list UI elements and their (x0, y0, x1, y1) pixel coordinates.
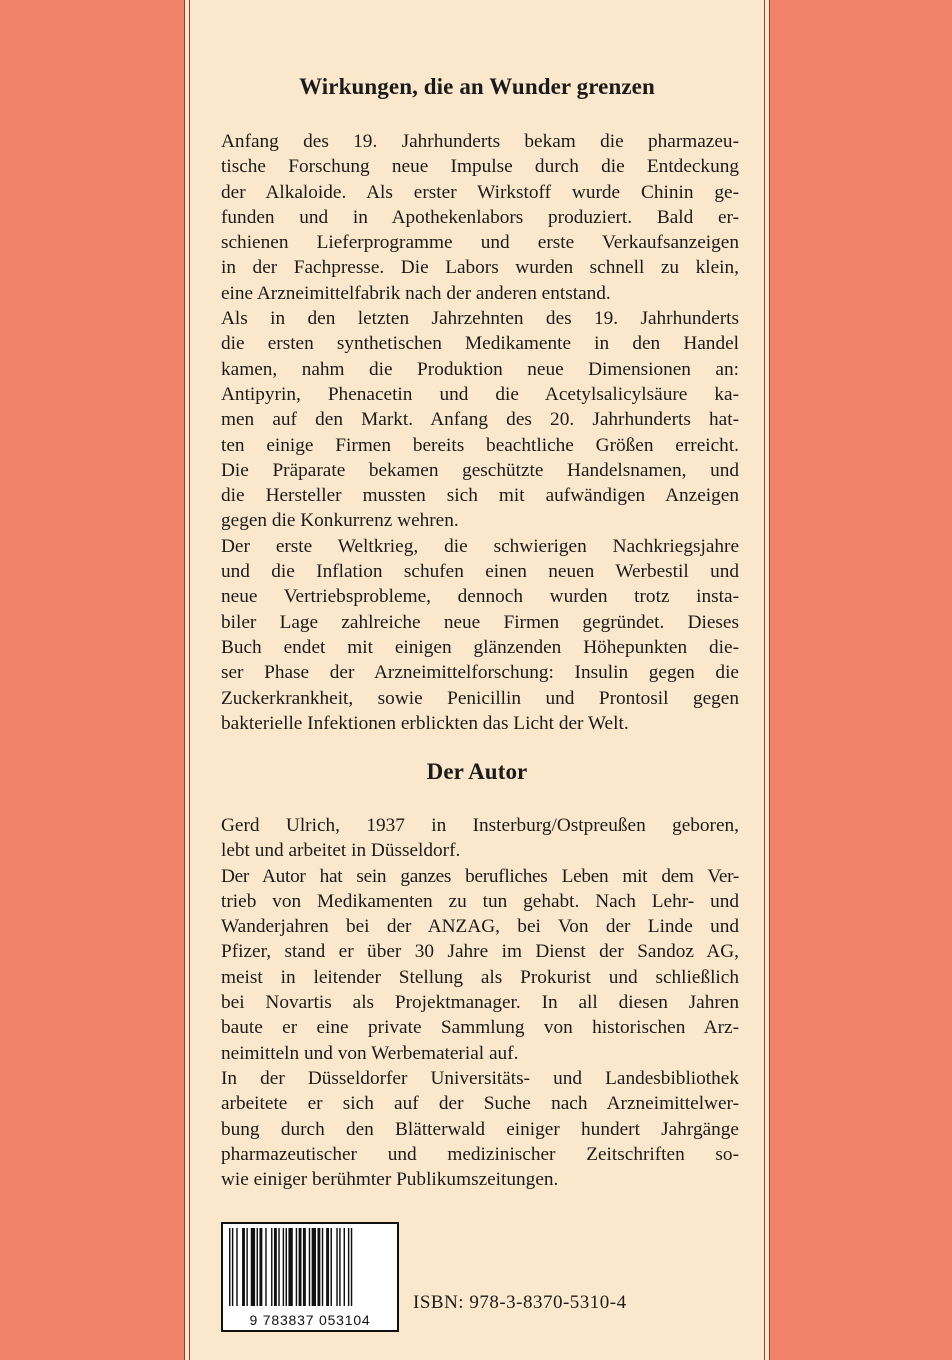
barcode-bar (317, 1228, 320, 1306)
text-line: pharmazeutischer und medizinischer Zeitschriften so- (221, 1143, 739, 1165)
text-line: neue Vertriebsprobleme, dennoch wurden trotz insta- (221, 586, 739, 608)
barcode-bar (236, 1228, 237, 1306)
text-line: wie einiger berühmter Publikumszeitungen. (221, 1169, 559, 1191)
text-line: Als in den letzten Jahrzehnten des 19. Jahrhunderts (221, 308, 739, 330)
text-line: ser Phase der Arzneimittelforschung: Insulin gegen die (221, 662, 739, 684)
text-line: die Hersteller mussten sich mit aufwändigen Anzeigen (221, 485, 739, 507)
text-line: Pfizer, stand er über 30 Jahre im Dienst der Sandoz AG, (221, 941, 739, 963)
author-paragraph (221, 813, 739, 1192)
text-line: meist in leitender Stellung als Prokurist und schließlich (221, 966, 739, 988)
text-line: eine Arzneimittelfabrik nach der anderen entstand. (221, 282, 611, 304)
barcode-bar (326, 1228, 329, 1306)
section-title-autor: Der Autor (426, 759, 528, 784)
section-title-wirkungen: Wirkungen, die an Wunder grenzen (299, 74, 655, 99)
text-line: die ersten synthetischen Medikamente in den Handel (221, 333, 739, 355)
barcode-bar (288, 1228, 292, 1306)
barcode-bar (322, 1228, 323, 1306)
barcode-bar (251, 1228, 255, 1306)
text-line: Gerd Ulrich, 1937 in Insterburg/Ostpreußen geboren, (221, 815, 739, 836)
text-line: Die Präparate bekamen geschützte Handelsnamen, und (221, 459, 739, 481)
barcode-bar (229, 1228, 230, 1306)
barcode-bar (351, 1228, 352, 1306)
back-cover-panel (184, 0, 770, 1360)
text-line: In der Düsseldorfer Universitäts- und Landesbibliothek (221, 1067, 739, 1089)
text-line: trieb von Medikamenten zu tun gehabt. Nach Lehr- und (221, 890, 739, 912)
text-line: Antipyrin, Phenacetin und die Acetylsalicylsäure ka- (221, 383, 739, 405)
barcode-bars (227, 1228, 393, 1306)
barcode-bar (271, 1228, 272, 1306)
barcode-bar (242, 1228, 245, 1306)
text-line: funden und in Apothekenlabors produziert. Bald er- (221, 206, 739, 228)
text-line: Der erste Weltkrieg, die schwierigen Nachkriegsjahre (221, 535, 739, 557)
text-line: Der Autor hat sein ganzes berufliches Leben mit dem Ver- (221, 865, 739, 887)
barcode-bar (246, 1228, 247, 1306)
barcode-bar (299, 1228, 302, 1306)
text-line: tische Forschung neue Impulse durch die Entdeckung (221, 156, 739, 178)
text-line: men auf den Markt. Anfang des 20. Jahrhunderts hat- (221, 409, 739, 431)
text-line: und die Inflation schufen einen neuen Werbestil und (221, 561, 739, 583)
text-line: der Alkaloide. Als erster Wirkstoff wurde Chinin ge- (221, 181, 739, 203)
text-line: ten einige Firmen bereits beachtliche Größen erreicht. (221, 434, 739, 456)
barcode-bar (336, 1228, 337, 1306)
text-line: gegen die Konkurrenz wehren. (221, 510, 459, 532)
barcode-bar (348, 1228, 349, 1306)
text-line: Anfang des 19. Jahrhunderts bekam die pharmazeu- (221, 131, 739, 152)
barcode-bar (265, 1228, 266, 1306)
text-line: neimitteln und von Werbematerial auf. (221, 1042, 519, 1064)
barcode-bar (286, 1228, 287, 1306)
text-line: arbeitete er sich auf der Suche nach Arzneimittelwer- (221, 1093, 739, 1115)
barcode-bar (312, 1228, 316, 1306)
barcode-bar (331, 1228, 332, 1306)
text-line: Wanderjahren bei der ANZAG, bei Von der Linde und (221, 916, 739, 938)
barcode-bar (339, 1228, 340, 1306)
text-line: biler Lage zahlreiche neue Firmen gegründet. Dieses (221, 611, 739, 633)
barcode-bar (344, 1228, 345, 1306)
text-line: Buch endet mit einigen glänzenden Höhepunkten die- (221, 636, 739, 658)
barcode-bar (274, 1228, 277, 1306)
barcode-bar (232, 1228, 233, 1306)
barcode-bar (309, 1228, 310, 1306)
barcode-bar (303, 1228, 306, 1306)
text-line: bung durch den Blätterwald einiger hundert Jahrgänge (221, 1118, 739, 1140)
isbn-number: ISBN: 978-3-8370-5310-4 (413, 1292, 627, 1313)
text-line: in der Fachpresse. Die Labors wurden schnell zu klein, (221, 257, 739, 279)
barcode-bar (283, 1228, 284, 1306)
barcode-bar (259, 1228, 262, 1306)
barcode-bar (257, 1228, 258, 1306)
barcode-bar (296, 1228, 297, 1306)
text-line: lebt und arbeitet in Düsseldorf. (221, 840, 461, 862)
text-line: bakterielle Infektionen erblickten das Licht der Welt. (221, 712, 629, 734)
barcode-digits: 9 783837 053104 (249, 1312, 371, 1328)
barcode-bar (278, 1228, 279, 1306)
text-line: kamen, nahm die Produktion neue Dimensionen an: (221, 358, 739, 380)
text-line: schienen Lieferprogramme und erste Verkaufsanzeigen (221, 232, 739, 254)
text-line: baute er eine private Sammlung von historischen Arz- (221, 1017, 739, 1039)
text-line: bei Novartis als Projektmanager. In all diesen Jahren (221, 992, 739, 1014)
text-line: Zuckerkrankheit, sowie Penicillin und Prontosil gegen (221, 687, 739, 709)
ean-barcode (221, 1222, 399, 1332)
description-paragraph (221, 129, 739, 736)
